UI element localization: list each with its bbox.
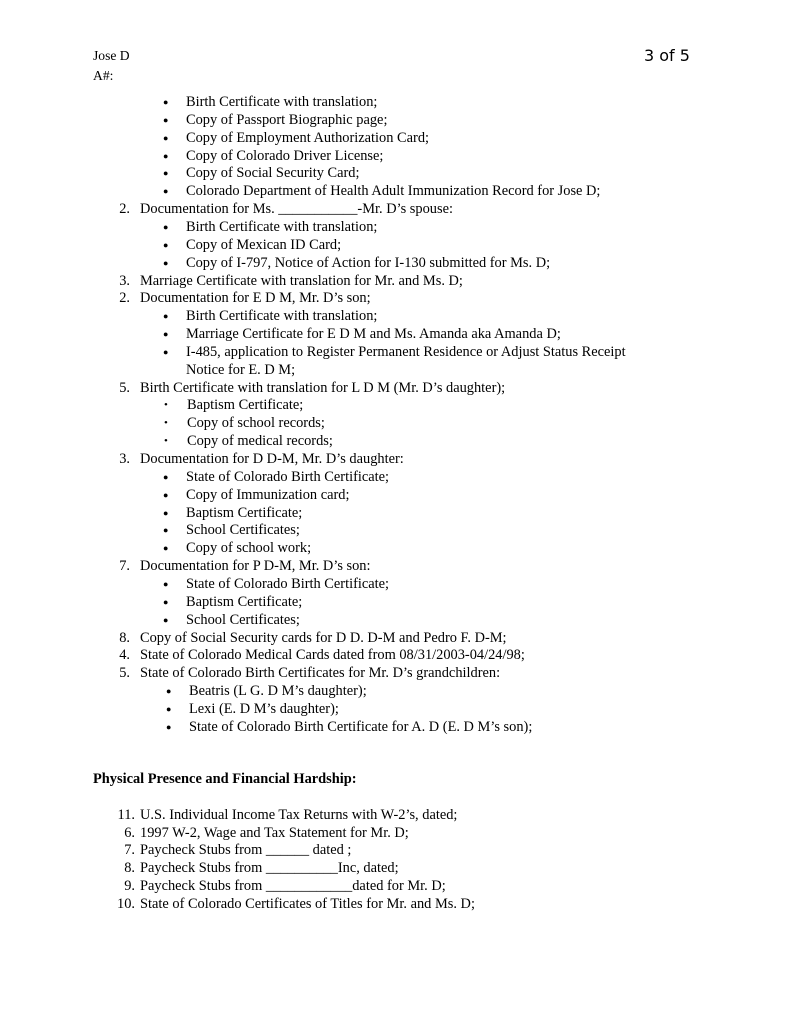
item-text: School Certificates; (186, 611, 300, 628)
bullet-icon: ● (163, 132, 169, 143)
item-text: Birth Certificate with translation; (186, 308, 378, 325)
item-text: Birth Certificate with translation; (186, 218, 378, 235)
bullet-icon: ● (163, 311, 169, 322)
item-text: Copy of medical records; (187, 433, 333, 450)
item-text: Paycheck Stubs from __________Inc, dated; (140, 860, 399, 877)
item-text: U.S. Individual Income Tax Returns with W-2’s, dated; (140, 807, 458, 823)
item-text: Documentation for D D-M, Mr. D’s daughter: (140, 451, 404, 467)
bullet-icon: • (164, 417, 168, 430)
item-text: Copy of Employment Authorization Card; (186, 129, 430, 146)
item-number: 5. (119, 379, 130, 396)
item-text: Paycheck Stubs from ____________dated for Mr. D; (140, 877, 446, 894)
bullet-icon: ● (163, 150, 169, 161)
bullet-icon: ● (166, 686, 172, 697)
item-number: 8. (124, 860, 135, 877)
item-number: 2. (119, 201, 130, 218)
bullet-icon: ● (163, 97, 169, 107)
item-text: Colorado Department of Health Adult Immunization Record for Jose D; (186, 183, 601, 200)
item-number: 7. (124, 842, 135, 859)
item-text: State of Colorado Birth Certificate for A. D (E. D M’s son); (189, 718, 533, 735)
bullet-icon: ● (163, 221, 169, 232)
item-text: Documentation for P D-M, Mr. D’s son: (140, 558, 371, 575)
item-text: Documentation for E D M, Mr. D’s son; (140, 290, 371, 307)
item-number: 2. (119, 290, 130, 307)
item-text: Copy of I-797, Notice of Action for I-130 submitted for Ms. D; (186, 254, 551, 271)
item-text: Copy of Passport Biographic page; (186, 111, 388, 128)
item-text: Copy of Social Security Card; (186, 165, 360, 182)
item-text: State of Colorado Birth Certificate; (186, 468, 390, 485)
item-text: Marriage Certificate with translation for Mr. and Ms. D; (140, 272, 463, 289)
item-text: Marriage Certificate for E D M and Ms. Amanda aka Amanda D; (186, 326, 561, 343)
item-text: Baptism Certificate; (186, 504, 303, 521)
item-text: Birth Certificate with translation; (186, 94, 378, 110)
item-number: 4. (119, 647, 130, 664)
bullet-icon: ● (163, 578, 169, 589)
item-text: Lexi (E. D M’s daughter); (189, 700, 339, 717)
bullet-icon: ● (166, 703, 172, 714)
item-text: Copy of school records; (187, 415, 325, 432)
item-number: 7. (119, 558, 130, 575)
item-text: Copy of Immunization card; (186, 486, 350, 503)
bullet-icon: ● (163, 614, 169, 625)
bullet-icon: ● (163, 114, 169, 125)
bullet-icon: • (164, 399, 168, 412)
item-number: 10. (117, 895, 135, 912)
item-text: State of Colorado Certificates of Titles for Mr. and Ms. D; (140, 895, 475, 912)
item-text: Documentation for Ms. ___________-Mr. D’s spouse: (140, 201, 453, 218)
item-text: 1997 W-2, Wage and Tax Statement for Mr. D; (140, 824, 409, 841)
item-text: Notice for E. D M; (186, 361, 296, 378)
bullet-icon: ● (163, 186, 169, 197)
section-heading: Physical Presence and Financial Hardship: (93, 771, 357, 787)
item-text: Beatris (L G. D M’s daughter); (189, 683, 367, 700)
item-number: 3. (119, 272, 130, 289)
bullet-icon: ● (163, 239, 169, 250)
bullet-icon: ● (163, 543, 169, 554)
item-number: 5. (119, 665, 130, 682)
item-text: Paycheck Stubs from ______ dated ; (140, 842, 352, 859)
bullet-icon: ● (163, 329, 169, 340)
item-number: 8. (119, 629, 130, 646)
bullet-icon: ● (163, 257, 169, 268)
header-a-number-label: A#: (93, 68, 114, 83)
bullet-icon: ● (163, 596, 169, 607)
item-text: State of Colorado Birth Certificates for Mr. D’s grandchildren: (140, 665, 501, 682)
header-client-name: Jose D (93, 48, 130, 63)
bullet-icon: ● (166, 721, 172, 732)
item-text: School Certificates; (186, 522, 300, 539)
item-number: 6. (124, 824, 135, 841)
item-number: 3. (119, 451, 130, 467)
item-text: I-485, application to Register Permanent Residence or Adjust Status Receipt (186, 343, 626, 360)
bullet-icon: ● (163, 168, 169, 179)
bullet-icon: ● (163, 507, 169, 518)
item-text: Birth Certificate with translation for L D M (Mr. D’s daughter); (140, 379, 506, 396)
item-text: Copy of Social Security cards for D D. D-M and Pedro F. D-M; (140, 629, 507, 646)
bullet-icon: ● (163, 346, 169, 357)
bullet-icon: ● (163, 471, 169, 482)
item-text: State of Colorado Birth Certificate; (186, 575, 390, 592)
item-text: Copy of school work; (186, 540, 312, 557)
item-text: Copy of Colorado Driver License; (186, 147, 384, 164)
item-text: Baptism Certificate; (187, 397, 304, 414)
page-indicator: 3 of 5 (644, 46, 690, 65)
item-text: Baptism Certificate; (186, 593, 303, 610)
item-number: 11. (117, 807, 135, 823)
bullet-icon: • (164, 435, 168, 448)
bullet-icon: ● (163, 489, 169, 500)
item-text: State of Colorado Medical Cards dated from 08/31/2003-04/24/98; (140, 647, 525, 664)
item-number: 9. (124, 877, 135, 894)
bullet-icon: ● (163, 525, 169, 536)
item-text: Copy of Mexican ID Card; (186, 236, 342, 253)
